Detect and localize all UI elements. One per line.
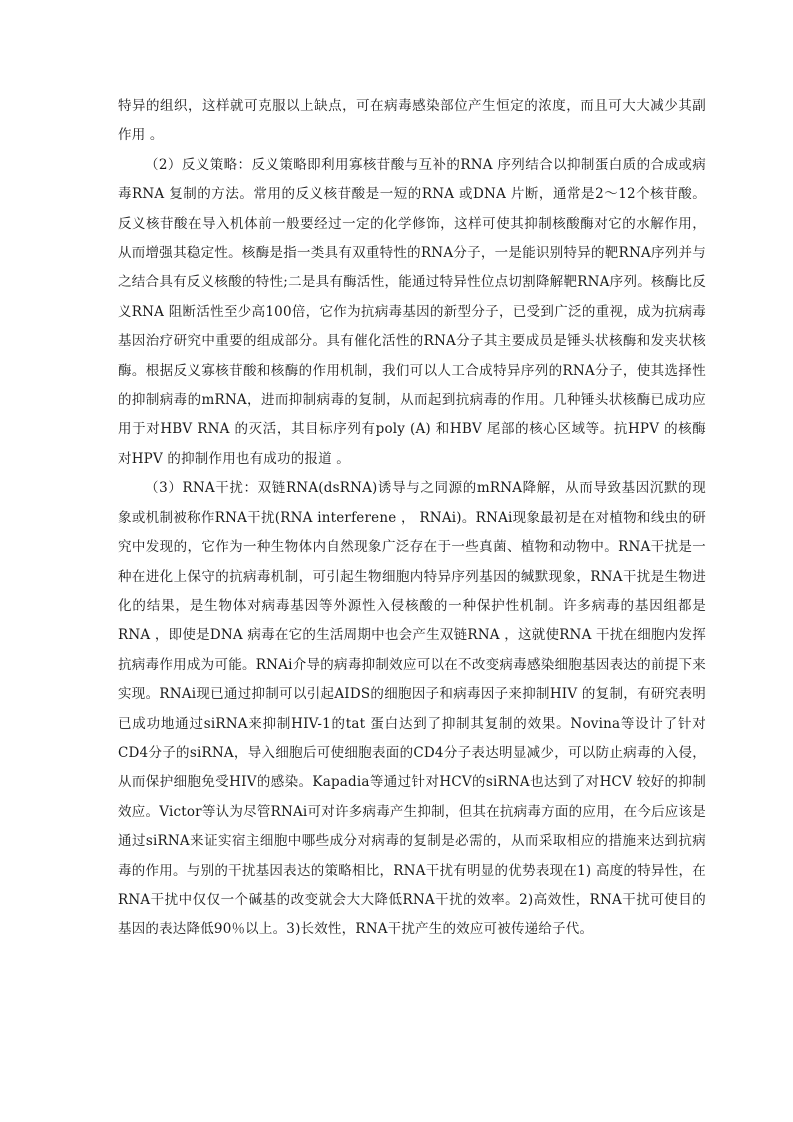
document-page (118, 92, 706, 945)
paragraph-continuation: 特异的组织，这样就可克服以上缺点，可在病毒感染部位产生恒定的浓度，而且可大大减少其副作用 。 (118, 98, 706, 144)
paragraph-rna-interference: （3）RNA干扰：双链RNA(dsRNA)诱导与之同源的mRNA降解，从而导致基因沉默的现象或机制被称作RNA干扰(RNA interferene ， RNAi)。RNAi现象最初是在对植物和线虫的研究中发现的，它作为一种生物体内自然现象广泛存在于一些真菌、植物和动物中。RNA干扰是一种在进化上保守的抗病毒机制，可引起生物细胞内特异序列基因的缄默现象，RNA干扰是生物进化的结果，是生物体对病毒基因等外源性入侵核酸的一种保护性机制。许多病毒的基因组都是RNA ，即使是DNA 病毒在它的生活周期中也会产生双链RNA ，这就使RNA 干扰在细胞内发挥抗病毒作用成为可能。RNAi介导的病毒抑制效应可以在不改变病毒感染细胞基因表达的前提下来实现。RNAi现已通过抑制可以引起AIDS的细胞因子和病毒因子来抑制HIV 的复制，有研究表明已成功地通过siRNA来抑制HIV-1的tat 蛋白达到了抑制其复制的效果。Novina等设计了针对CD4分子的siRNA，导入细胞后可使细胞表面的CD4分子表达明显减少，可以防止病毒的入侵，从而保护细胞免受HIV的感染。Kapadia等通过针对HCV的siRNA也达到了对HCV 较好的抑制效应。Victor等认为尽管RNAi可对许多病毒产生抑制，但其在抗病毒方面的应用，在今后应该是通过siRNA来证实宿主细胞中哪些成分对病毒的复制是必需的，从而采取相应的措施来达到抗病毒的作用。与别的干扰基因表达的策略相比，RNA干扰有明显的优势表现在1) 高度的特异性，在RNA干扰中仅仅一个碱基的改变就会大大降低RNA干扰的效率。2)高效性，RNA干扰可使目的基因的表达降低90％以上。3)长效性，RNA干扰产生的效应可被传递给子代。 (118, 480, 706, 938)
paragraph-antisense-strategy: （2）反义策略：反义策略即利用寡核苷酸与互补的RNA 序列结合以抑制蛋白质的合成或病毒RNA 复制的方法。常用的反义核苷酸是一短的RNA 或DNA 片断，通常是2～12个核苷酸。反义核苷酸在导入机体前一般要经过一定的化学修饰，这样可使其抑制核酸酶对它的水解作用，从而增强其稳定性。核酶是指一类具有双重特性的RNA分子，一是能识别特异的靶RNA序列并与之结合具有反义核酸的特性;二是具有酶活性，能通过特异性位点切割降解靶RNA序列。核酶比反义RNA 阻断活性至少高100倍，它作为抗病毒基因的新型分子，已受到广泛的重视，成为抗病毒基因治疗研究中重要的组成部分。具有催化活性的RNA分子其主要成员是锤头状核酶和发夹状核酶。根据反义寡核苷酸和核酶的作用机制，我们可以人工合成特异序列的RNA分子，使其选择性的抑制病毒的mRNA，进而抑制病毒的复制，从而起到抗病毒的作用。几种锤头状核酶已成功应用于对HBV RNA 的灭活，其目标序列有poly (A) 和HBV 尾部的核心区域等。抗HPV 的核酶对HPV 的抑制作用也有成功的报道 。 (118, 156, 706, 467)
